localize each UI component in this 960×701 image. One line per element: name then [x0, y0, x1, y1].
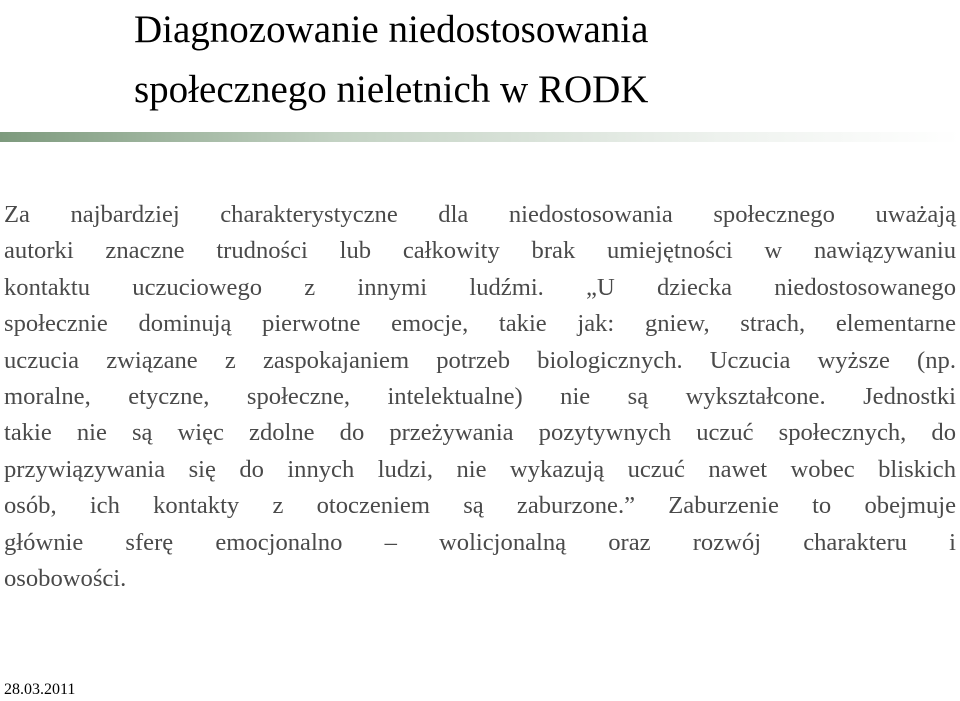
- body-line: kontaktu uczuciowego z innymi ludźmi. „U dziecka niedostosowanego: [4, 273, 956, 301]
- slide-title: [134, 0, 914, 120]
- title-accent-bar: [0, 132, 960, 142]
- body-line: społecznie dominują pierwotne emocje, takie jak: gniew, strach, elementarne: [4, 310, 956, 338]
- body-paragraph: [4, 197, 956, 597]
- body-line: autorki znaczne trudności lub całkowity brak umiejętności w nawiązywaniu: [4, 237, 956, 265]
- slide-date: 28.03.2011: [4, 681, 76, 698]
- body-line: uczucia związane z zaspokajaniem potrzeb biologicznych. Uczucia wyższe (np.: [4, 346, 956, 374]
- body-line: przywiązywania się do innych ludzi, nie wykazują uczuć nawet wobec bliskich: [4, 455, 956, 483]
- body-line: osobowości.: [4, 564, 127, 592]
- body-line: Za najbardziej charakterystyczne dla niedostosowania społecznego uważają: [4, 201, 956, 228]
- body-line: głównie sferę emocjonalno – wolicjonalną oraz rozwój charakteru i: [4, 528, 956, 556]
- body-line: moralne, etyczne, społeczne, intelektualne) nie są wykształcone. Jednostki: [4, 382, 956, 410]
- title-line-1: Diagnozowanie niedostosowania: [134, 8, 649, 51]
- body-line: takie nie są więc zdolne do przeżywania pozytywnych uczuć społecznych, do: [4, 419, 956, 447]
- title-line-2: społecznego nieletnich w RODK: [134, 68, 649, 111]
- body-line: osób, ich kontakty z otoczeniem są zaburzone.” Zaburzenie to obejmuje: [4, 492, 956, 520]
